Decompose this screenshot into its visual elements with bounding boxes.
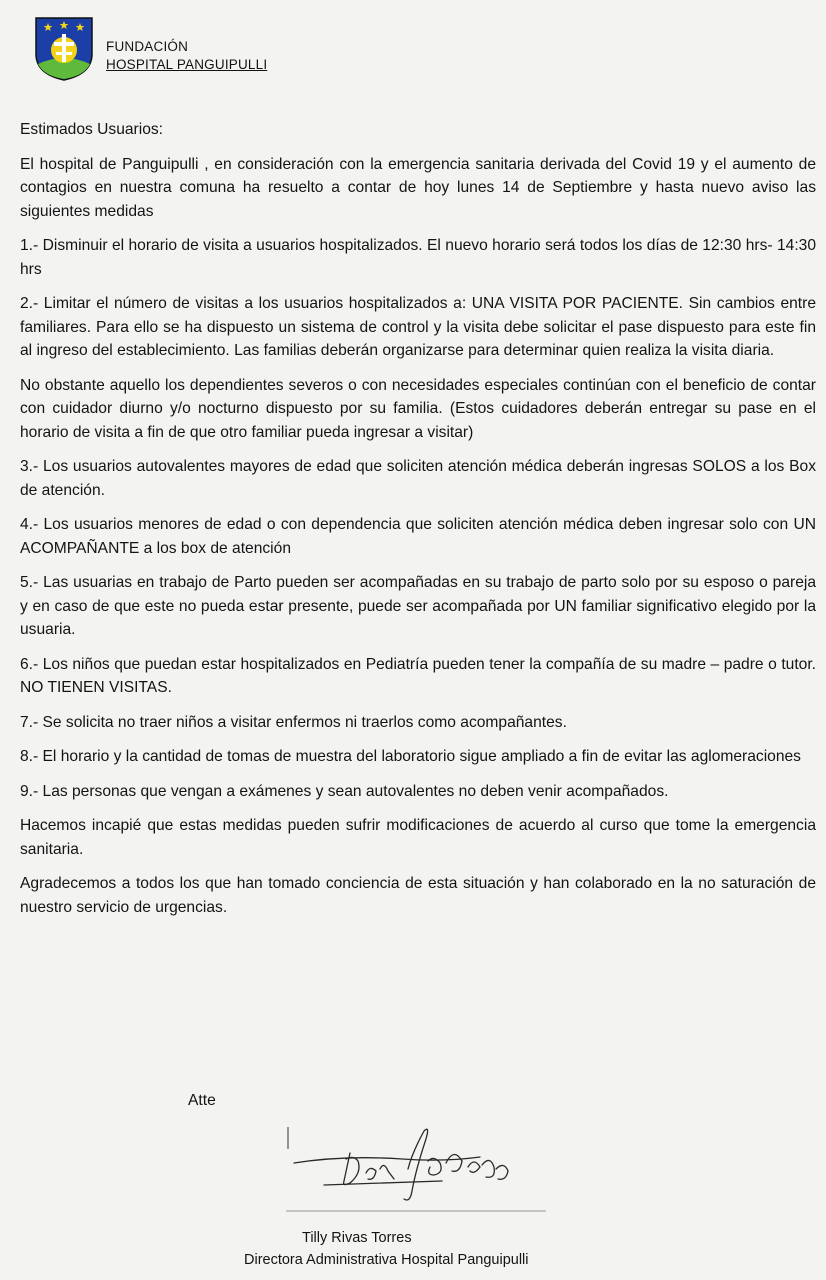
- paragraph-notice: Hacemos incapié que estas medidas pueden sufrir modificaciones de acuerdo al curso que tome la emergencia sanitaria.: [20, 817, 816, 858]
- paragraph-measure-2: 2.- Limitar el número de visitas a los usuarios hospitalizados a: UNA VISITA POR PACIENTE. Sin cambios entre familiares. Para ello se ha dispuesto un sistema de control y la visita debe solicitar el pase dispuesto para este fin al ingreso del establecimiento. Las familias deberán organizarse para determinar quien realiza la visita diaria.: [20, 295, 816, 359]
- greeting: Estimados Usuarios:: [20, 121, 163, 138]
- paragraph-measure-8: 8.- El horario y la cantidad de tomas de muestra del laboratorio sigue ampliado a fin de evitar las aglomeraciones: [20, 748, 801, 765]
- paragraph-measure-7: 7.- Se solicita no traer niños a visitar enfermos ni traerlos como acompañantes.: [20, 713, 567, 731]
- org-line-2: HOSPITAL PANGUIPULLI: [106, 57, 268, 72]
- paragraph-thanks: Agradecemos a todos los que han tomado conciencia de esta situación y han colaborado en la no saturación de nuestro servicio de urgencias.: [20, 875, 816, 916]
- handwritten-signature-icon: [284, 1125, 546, 1215]
- paragraph-measure-6: 6.- Los niños que puedan estar hospitalizados en Pediatría pueden tener la compañía de su madre – padre o tutor. NO TIENEN VISITAS.: [20, 655, 816, 696]
- letter-body: [20, 118, 816, 930]
- paragraph-measure-1: 1.- Disminuir el horario de visita a usuarios hospitalizados. El nuevo horario será todos los días de 12:30 hrs- 14:30 hrs: [20, 237, 816, 278]
- hospital-coat-of-arms-icon: [34, 16, 94, 82]
- organization-name: [106, 38, 267, 74]
- signatory-title: Directora Administrativa Hospital Panguipulli: [244, 1252, 529, 1268]
- signatory-name: Tilly Rivas Torres: [302, 1230, 412, 1246]
- closing: Atte: [188, 1092, 216, 1109]
- paragraph-measure-5: 5.- Las usuarias en trabajo de Parto pueden ser acompañadas en su trabajo de parto solo por su esposo o pareja y en caso de que este no pueda estar presente, puede ser acompañada por UN familiar significativo elegido por la usuaria.: [20, 574, 816, 638]
- paragraph-intro: El hospital de Panguipulli , en consideración con la emergencia sanitaria derivada del Covid 19 y el aumento de contagios en nuestra comuna ha resuelto a contar de hoy lunes 14 de Septiembre y hasta nuevo aviso las siguientes medidas: [20, 155, 816, 220]
- org-line-1: FUNDACIÓN: [106, 39, 189, 54]
- paragraph-caregivers: No obstante aquello los dependientes severos o con necesidades especiales continúan con el beneficio de contar con cuidador diurno y/o nocturno dispuesto por su familia. (Estos cuidadores deberán entregar su pase en el horario de visita a fin de que otro familiar pueda ingresar a visitar): [20, 376, 816, 441]
- paragraph-measure-4: 4.- Los usuarios menores de edad o con dependencia que soliciten atención médica deben ingresar solo con UN ACOMPAÑANTE a los box de atención: [20, 516, 816, 557]
- paragraph-measure-9: 9.- Las personas que vengan a exámenes y sean autovalentes no deben venir acompañados.: [20, 782, 669, 800]
- paragraph-measure-3: 3.- Los usuarios autovalentes mayores de edad que soliciten atención médica deberán ingresas SOLOS a los Box de atención.: [20, 458, 816, 499]
